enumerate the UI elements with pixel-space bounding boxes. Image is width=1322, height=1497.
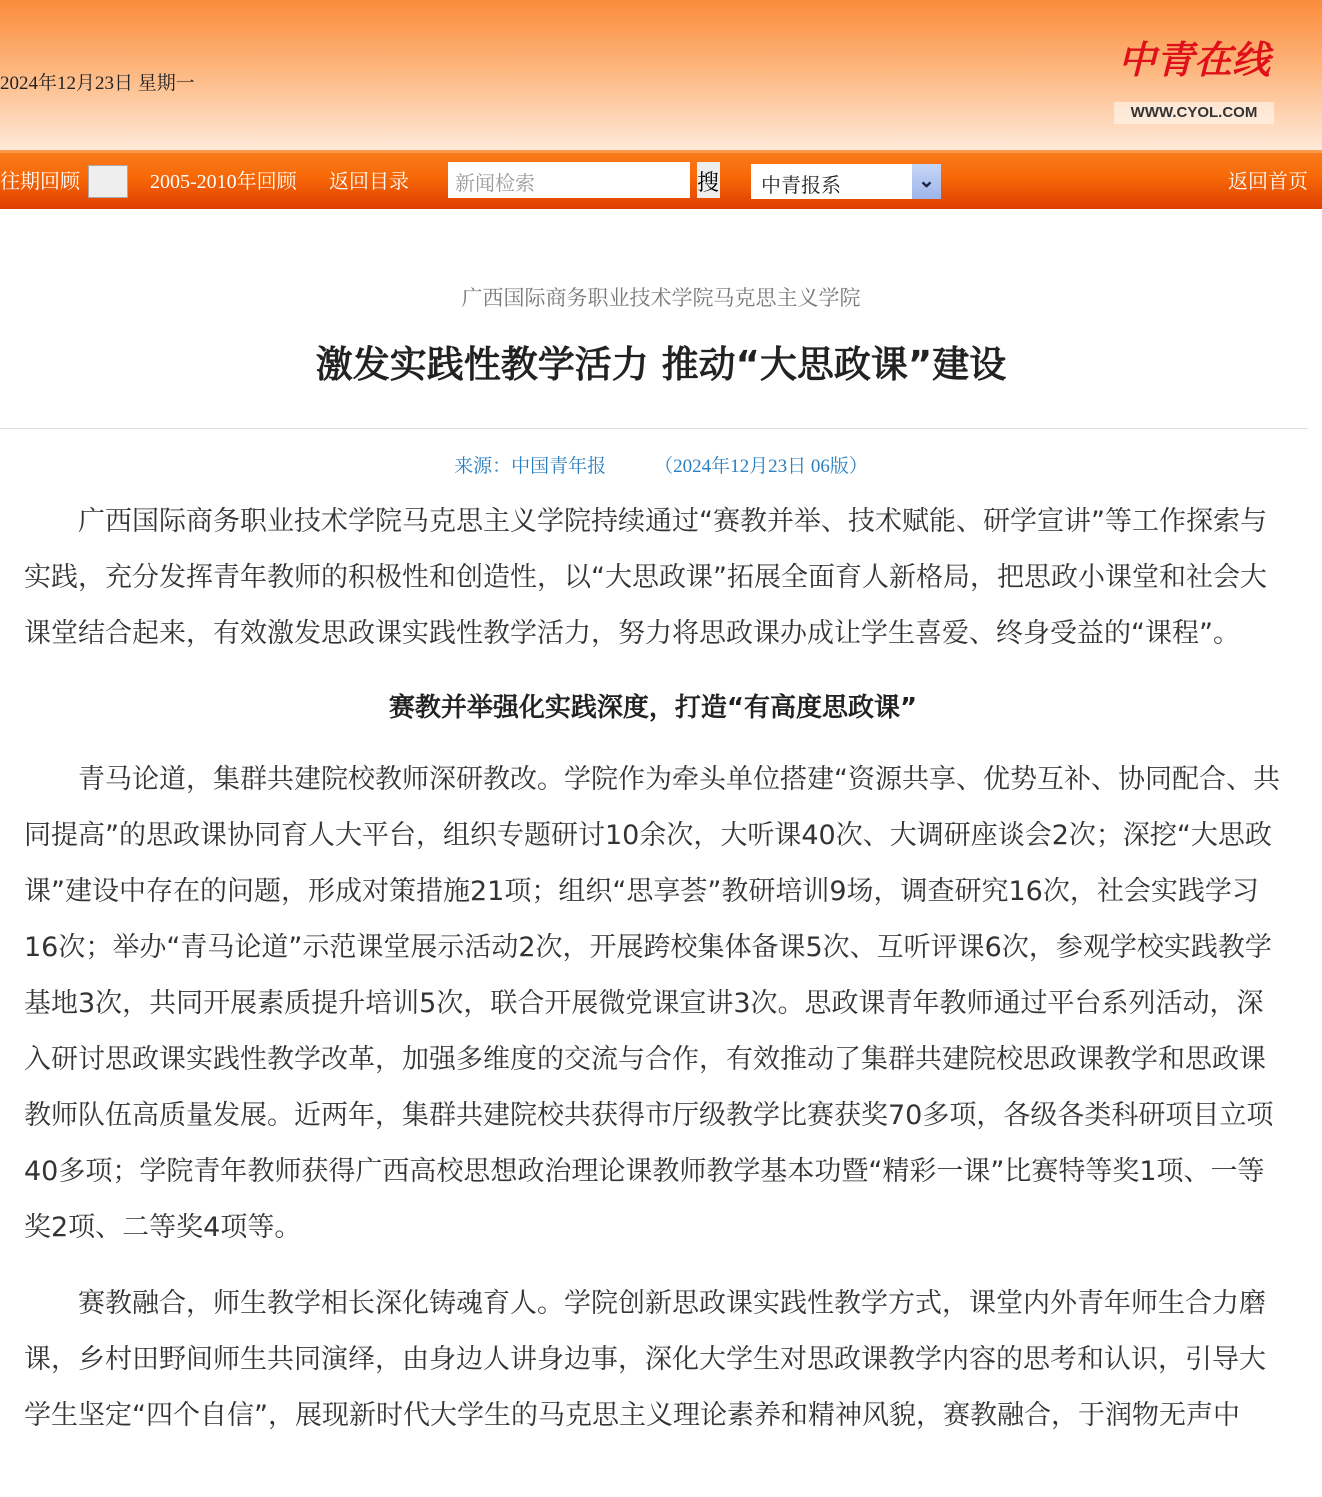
current-date: 2024年12月23日 星期一: [0, 73, 195, 94]
logo-text: 中青在线: [1117, 37, 1270, 82]
paragraph: 广西国际商务职业技术学院马克思主义学院持续通过“赛教并举、技术赋能、研学宣讲”等工作探索与实践，充分发挥青年教师的积极性和创造性，以“大思政课”拓展全面育人新格局，把思政小课堂和社会大课堂结合起来，有效激发思政课实践性教学活力，努力将思政课办成让学生喜爱、终身受益的“课程”。: [24, 506, 1267, 649]
paper-select-value: 中青报系: [761, 175, 841, 197]
back-to-toc-link[interactable]: 返回目录: [329, 171, 409, 193]
paper-select[interactable]: [751, 164, 941, 199]
article-edition: （2024年12月23日 06版）: [654, 456, 868, 477]
cyol-logo[interactable]: [1114, 20, 1274, 124]
home-link[interactable]: 返回首页: [1228, 171, 1308, 193]
chevron-down-icon[interactable]: ⌄: [912, 164, 941, 199]
logo-url: WWW.CYOL.COM: [1114, 102, 1274, 124]
article-meta: [0, 451, 1322, 478]
article-body: [0, 494, 1322, 1444]
review-2005-2010-link[interactable]: 2005-2010年回顾: [150, 171, 297, 193]
search-input[interactable]: 新闻检索: [448, 162, 690, 198]
paragraph: 赛教融合，师生教学相长深化铸魂育人。学院创新思政课实践性教学方式，课堂内外青年师生合力磨课，乡村田野间师生共同演绎，由身边人讲身边事，深化大学生对思政课教学内容的思考和认识，引导大学生坚定“四个自信”，展现新时代大学生的马克思主义理论素养和精神风貌，赛教融合，于润物无声中: [24, 1288, 1266, 1431]
nav-bar: [0, 150, 1322, 209]
article-source: 来源：中国青年报: [454, 456, 607, 477]
paragraph: 青马论道，集群共建院校教师深研教改。学院作为牵头单位搭建“资源共享、优势互补、协同配合、共同提高”的思政课协同育人大平台，组织专题研讨10余次，大听课40次、大调研座谈会2次；深挖“大思政课”建设中存在的问题，形成对策措施21项；组织“思享荟”教研培训9场，调查研究16次，社会实践学习16次；举办“青马论道”示范课堂展示活动2次，开展跨校集体备课5次、互听评课6次，参观学校实践教学基地3次，共同开展素质提升培训5次，联合开展微党课宣讲3次。思政课青年教师通过平台系列活动，深入研讨思政课实践性教学改革，加强多维度的交流与合作，有效推动了集群共建院校思政课教学和思政课教师队伍高质量发展。近两年，集群共建院校共获得市厅级教学比赛获奖70多项，各级各类科研项目立项40多项；学院青年教师获得广西高校思想政治理论课教师教学基本功暨“精彩一课”比赛特等奖1项、一等奖2项、二等奖4项等。: [24, 764, 1280, 1243]
article-title: 激发实践性教学活力 推动“大思政课”建设: [315, 343, 1007, 386]
past-issues-link[interactable]: 往期回顾: [0, 171, 80, 193]
section-heading: 赛教并举强化实践深度，打造“有高度思政课”: [388, 693, 918, 723]
article-subtitle: 广西国际商务职业技术学院马克思主义学院: [461, 286, 861, 310]
divider: [0, 428, 1308, 429]
site-header: [0, 0, 1322, 150]
search-button[interactable]: 搜: [697, 162, 720, 198]
calendar-icon[interactable]: [88, 165, 128, 198]
